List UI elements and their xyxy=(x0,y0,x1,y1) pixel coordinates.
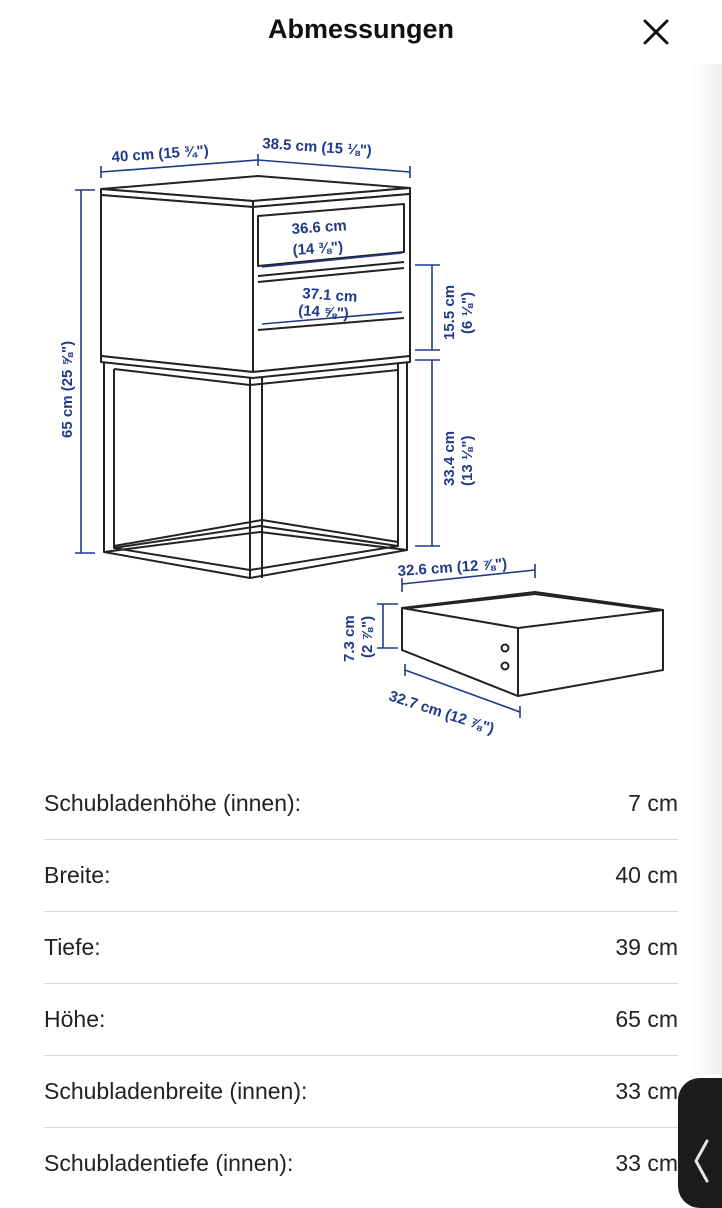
nightstand-drawing xyxy=(101,176,410,578)
dim-drawer-opening-width-in: (14 ⅜") xyxy=(292,238,344,259)
back-gesture-handle[interactable] xyxy=(678,1078,722,1208)
spec-list xyxy=(44,768,678,1199)
spec-label: Breite: xyxy=(44,862,111,888)
spec-label: Höhe: xyxy=(44,1006,106,1032)
dialog-header xyxy=(0,0,722,64)
dimension-diagram xyxy=(0,80,722,760)
dim-drawer-width: 32.7 cm (12 ⅞") xyxy=(386,687,497,738)
drawer-drawing xyxy=(402,592,663,696)
spec-label: Schubladenhöhe (innen): xyxy=(44,790,302,816)
nightstand-diagram xyxy=(0,80,722,760)
dim-width-top: 40 cm (15 ¾") xyxy=(111,142,210,166)
dim-compartment-height-in: (6 ⅛") xyxy=(459,291,476,334)
dim-shelf-width-in: (14 ⅝") xyxy=(297,302,350,323)
spec-value: 65 cm xyxy=(615,1006,678,1032)
chevron-left-icon xyxy=(692,1138,710,1184)
spec-row xyxy=(44,1056,678,1128)
spec-row xyxy=(44,1128,678,1199)
dim-total-height: 65 cm (25 ⅝") xyxy=(59,340,76,438)
spec-row xyxy=(44,984,678,1056)
spec-value: 33 cm xyxy=(615,1078,678,1104)
dim-drawer-height-in: (2 ⅞") xyxy=(359,615,376,658)
spec-value: 39 cm xyxy=(615,934,678,960)
dim-drawer-depth: 32.6 cm (12 ⅞") xyxy=(397,555,508,580)
close-button[interactable] xyxy=(636,12,676,52)
spec-row xyxy=(44,768,678,840)
dim-compartment-height: 15.5 cm xyxy=(441,284,458,340)
spec-value: 33 cm xyxy=(615,1150,678,1176)
close-icon xyxy=(643,19,669,45)
spec-row xyxy=(44,912,678,984)
dim-shelf-width: 37.1 cm xyxy=(301,285,358,306)
spec-label: Schubladentiefe (innen): xyxy=(44,1150,294,1176)
spec-row xyxy=(44,840,678,912)
dim-depth-top: 38.5 cm (15 ⅛") xyxy=(261,135,373,160)
spec-label: Schubladenbreite (innen): xyxy=(44,1078,308,1104)
page-title: Abmessungen xyxy=(267,14,455,44)
dim-drawer-height: 7.3 cm xyxy=(341,615,358,662)
dim-leg-height-in: (13 ⅛") xyxy=(459,435,476,486)
spec-value: 40 cm xyxy=(615,862,678,888)
spec-label: Tiefe: xyxy=(44,934,101,960)
spec-value: 7 cm xyxy=(628,790,678,816)
dim-leg-height: 33.4 cm xyxy=(441,430,458,486)
dim-drawer-opening-width: 36.6 cm xyxy=(291,217,348,238)
